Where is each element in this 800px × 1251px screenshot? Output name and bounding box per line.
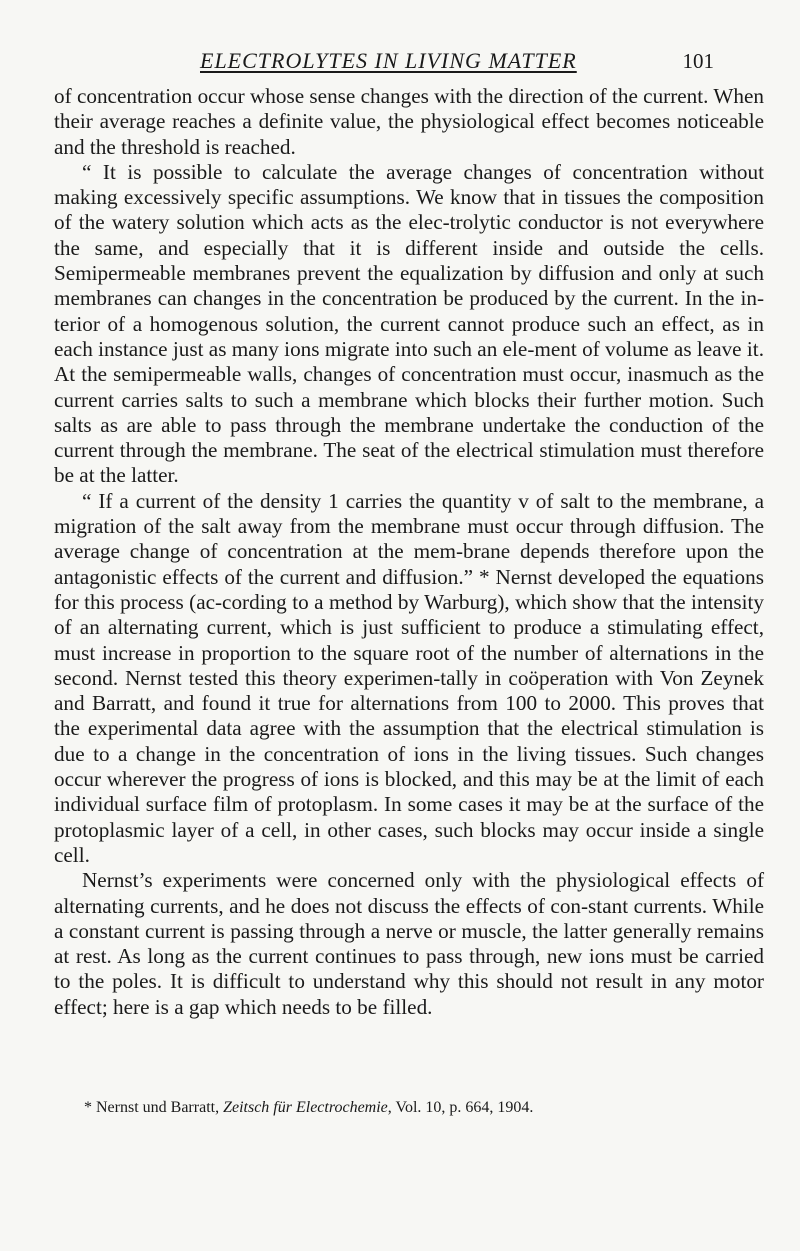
paragraph-1: of concentration occur whose sense changes with the direction of the current. When their average reaches a definite value, the physiological effect becomes noticeable and the threshold is reached. xyxy=(54,84,764,159)
paragraph-3: “ If a current of the density 1 carries the quantity v of salt to the membrane, a migration of the salt away from the membrane must occur through diffusion. The average change of concentration at the mem-brane depends therefore upon the antagonistic effects of the current and diffusion.” * Nernst developed the equations for this process (ac-cording to a method by Warburg), which show that the intensity of an alternating current, which is just sufficient to produce a stimulating effect, must increase in proportion to the square root of the number of alternations in the second. Nernst tested this theory experimen-tally in coöperation with Von Zeynek and Barratt, and found it true for alternations from 100 to 2000. This proves that the experimental data agree with the assumption that the electrical stimulation is due to a change in the concentration of ions in the living tissues. Such changes occur wherever the progress of ions is blocked, and this may be at the limit of each individual surface film of protoplasm. In some cases it may be at the surface of the protoplasmic layer of a cell, in other cases, such blocks may occur inside a single cell. xyxy=(54,488,764,867)
footnote xyxy=(84,1098,774,1118)
page-number: 101 xyxy=(682,49,714,73)
paragraph-2: “ It is possible to calculate the average changes of concentration without making excessively specific assumptions. We know that in tissues the composition of the watery solution which acts as the elec-trolytic conductor is not everywhere the same, and especially that it is different inside and outside the cells. Semipermeable membranes prevent the equalization by diffusion and only at such membranes can changes in the concentration be produced by the current. In the in-terior of a homogenous solution, the current cannot produce such an effect, as in each instance just as many ions migrate into such an ele-ment of volume as leave it. At the semipermeable walls, changes of concentration must occur, inasmuch as the current carries salts to such a membrane which blocks their further motion. Such salts as are able to pass through the membrane undertake the conduction of the current through the membrane. The seat of the electrical stimulation must therefore be at the latter. xyxy=(54,159,764,488)
footnote-prefix: * Nernst und Barratt, xyxy=(84,1099,224,1116)
running-head xyxy=(0,48,800,78)
paragraph-4: Nernst’s experiments were concerned only with the physiological effects of alternating currents, and he does not discuss the effects of con-stant currents. While a constant current is passing through a nerve or muscle, the latter generally remains at rest. As long as the current continues to pass through, new ions must be carried to the poles. It is difficult to understand why this should not result in any motor effect; here is a gap which needs to be filled. xyxy=(54,868,764,1019)
body-text xyxy=(54,84,764,1020)
footnote-suffix: , Vol. 10, p. 664, 1904. xyxy=(387,1099,534,1116)
footnote-journal: Zeitsch für Electrochemie xyxy=(223,1099,388,1116)
running-title: ELECTROLYTES IN LIVING MATTER xyxy=(200,48,577,73)
